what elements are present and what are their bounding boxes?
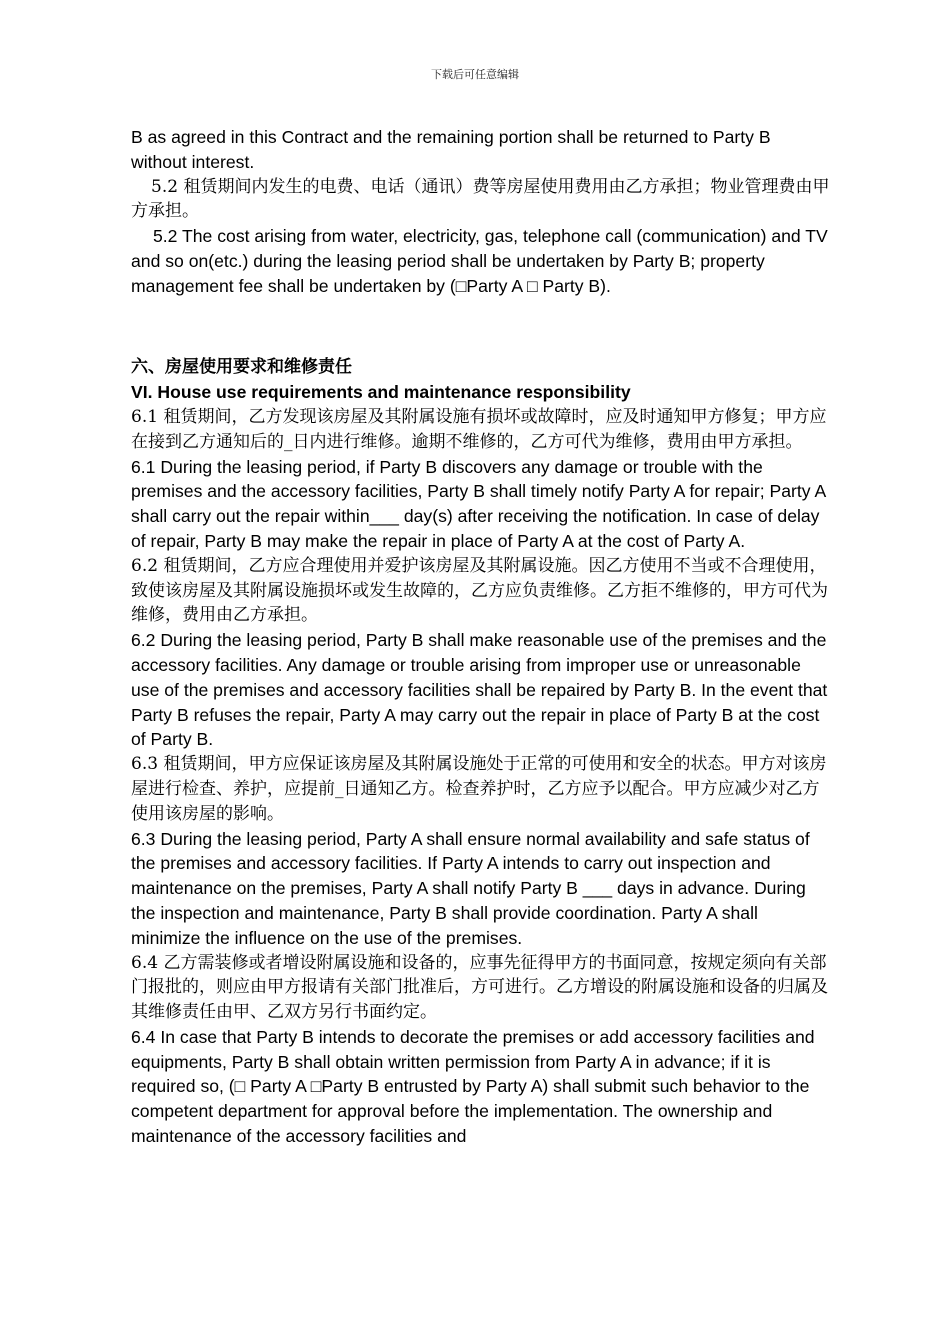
section-heading: 六、房屋使用要求和维修责任 xyxy=(131,357,352,378)
clause-paragraph: 6.3 During the leasing period, Party A shall ensure normal availability and safe status of the premises and accessory facilities. If Party A intends to carry out inspection and maintenance on the premises, Party A shall notify Party B ___ days in advance. During the inspection and maintenance, Party B shall provide coordination. Party A shall minimize the influence on the use of the premises. xyxy=(131,828,810,948)
clause-paragraph: 6.3 租赁期间，甲方应保证该房屋及其附属设施处于正常的可使用和安全的状态。甲方对该房屋进行检查、养护，应提前_日通知乙方。检查养护时，乙方应予以配合。甲方应减少对乙方使用该房屋的影响。 xyxy=(131,754,827,824)
blank-line xyxy=(131,315,831,340)
page-header: 下载后可任意编辑 xyxy=(431,68,519,81)
document-body xyxy=(131,125,831,1149)
clause-paragraph: 6.4 乙方需装修或者增设附属设施和设备的，应事先征得甲方的书面同意，按规定须向有关部门报批的，则应由甲方报请有关部门批准后，方可进行。乙方增设的附属设施和设备的归属及其维修责任由甲、乙双方另行书面约定。 xyxy=(131,952,828,1023)
clause-paragraph: 6.4 In case that Party B intends to decorate the premises or add accessory facilities and equipments, Party B shall obtain written permission from Party A in advance; if it is required so, (□ Party A □Party B entrusted by Party A) shall submit such behavior to the competent department for approval before the implementation. The ownership and maintenance of the accessory facilities and xyxy=(131,1026,815,1147)
clause-paragraph: 5.2 The cost arising from water, electricity, gas, telephone call (communication) and TV and so on(etc.) during the leasing period shall be undertaken by Party B; property management fee shall be undertaken by (□Party A □ Party B). xyxy=(131,226,828,296)
clause-paragraph: 6.2 During the leasing period, Party B shall make reasonable use of the premises and the accessory facilities. Any damage or trouble arising from improper use or unreasonable use of the premises and accessory facilities shall be repaired by Party B. In the event that Party B refuses the repair, Party A may carry out the repair in place of Party B at the cost of Party B. xyxy=(131,630,828,750)
clause-paragraph: 6.1 During the leasing period, if Party B discovers any damage or trouble with the premises and the accessory facilities, Party B shall timely notify Party A for repair; Party A shall carry out the repair within___ day(s) after receiving the notification. In case of delay of repair, Party B may make the repair in place of Party A at the cost of Party A. xyxy=(131,456,826,551)
clause-paragraph: 6.1 租赁期间，乙方发现该房屋及其附属设施有损坏或故障时，应及时通知甲方修复；甲方应在接到乙方通知后的_日内进行维修。逾期不维修的，乙方可代为维修，费用由甲方承担。 xyxy=(131,406,827,452)
clause-paragraph: 5.2 租赁期间内发生的电费、电话（通讯）费等房屋使用费用由乙方承担；物业管理费由甲方承担。 xyxy=(131,176,830,222)
clause-paragraph: B as agreed in this Contract and the remaining portion shall be returned to Party B without interest. xyxy=(131,127,771,172)
clause-paragraph: 6.2 租赁期间，乙方应合理使用并爱护该房屋及其附属设施。因乙方使用不当或不合理使用，致使该房屋及其附属设施损坏或发生故障的，乙方应负责维修。乙方拒不维修的，甲方可代为维修，费用由乙方承担。 xyxy=(131,555,828,626)
section-heading: VI. House use requirements and maintenance responsibility xyxy=(131,382,631,403)
